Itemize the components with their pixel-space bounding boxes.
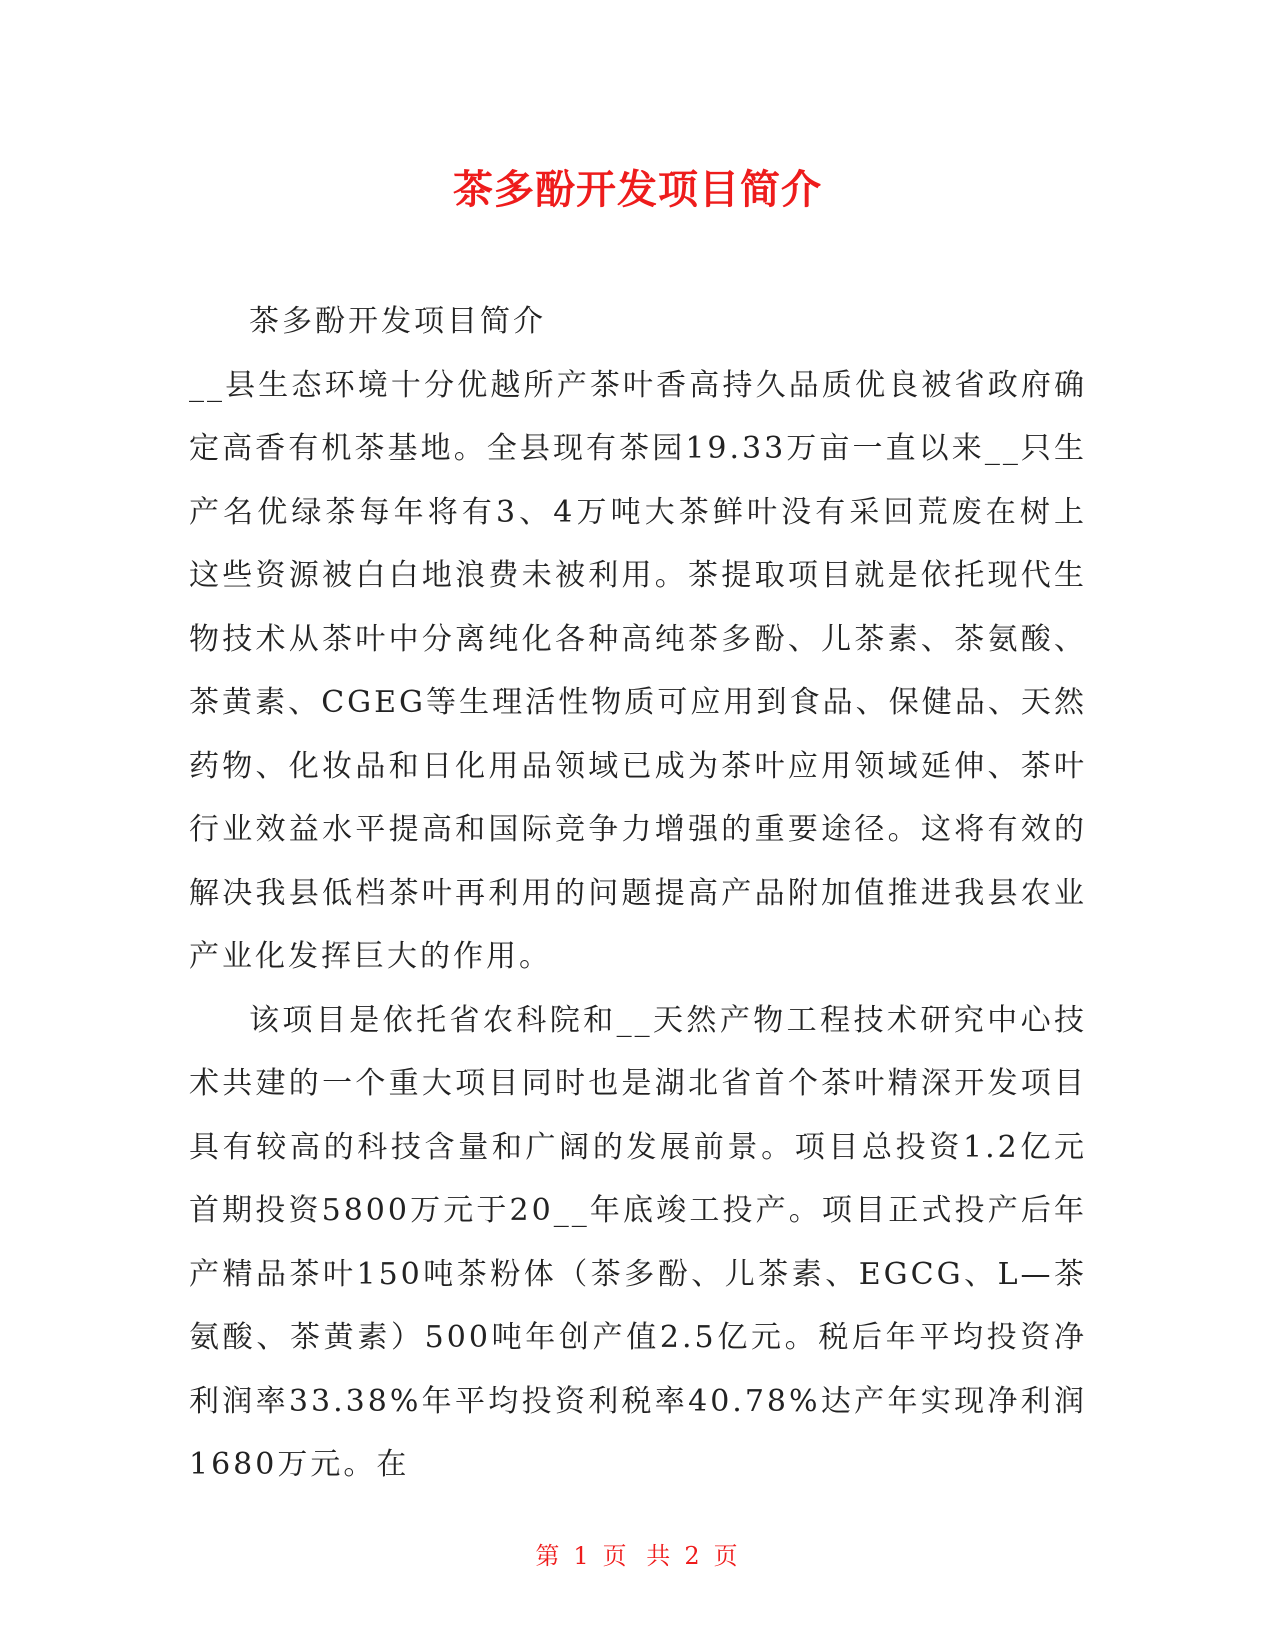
page-label-prefix: 第 [535,1542,562,1570]
page-footer [0,1540,1275,1572]
page-number-total: 2 [684,1542,702,1570]
page-label-suffix: 页 [713,1542,740,1570]
paragraph-1: __县生态环境十分优越所产茶叶香高持久品质优良被省政府确定高香有机茶基地。全县现有茶园19.33万亩一直以来__只生产名优绿茶每年将有3、4万吨大茶鲜叶没有采回荒废在树上这些资源被白白地浪费未被利用。茶提取项目就是依托现代生物技术从茶叶中分离纯化各种高纯茶多酚、儿茶素、茶氨酸、茶黄素、CGEG等生理活性物质可应用到食品、保健品、天然药物、化妆品和日化用品领域已成为茶叶应用领域延伸、茶叶行业效益水平提高和国际竞争力增强的重要途径。这将有效的解决我县低档茶叶再利用的问题提高产品附加值推进我县农业产业化发挥巨大的作用。 [189,367,1087,974]
page-label-mid: 页 共 [602,1542,673,1570]
paragraph-2: 该项目是依托省农科院和__天然产物工程技术研究中心技术共建的一个重大项目同时也是湖北省首个茶叶精深开发项目具有较高的科技含量和广阔的发展前景。项目总投资1.2亿元首期投资5800万元于20__年底竣工投产。项目正式投产后年产精品茶叶150吨茶粉体（茶多酚、儿茶素、EGCG、L—茶氨酸、茶黄素）500吨年创产值2.5亿元。税后年平均投资净利润率33.38%年平均投资利税率40.78%达产年实现净利润1680万元。在 [189,1002,1087,1482]
section-heading: 茶多酚开发项目简介 [249,304,546,339]
document-title: 茶多酚开发项目简介 [453,167,822,213]
document-body [189,290,1087,1497]
page-number-current: 1 [573,1542,591,1570]
